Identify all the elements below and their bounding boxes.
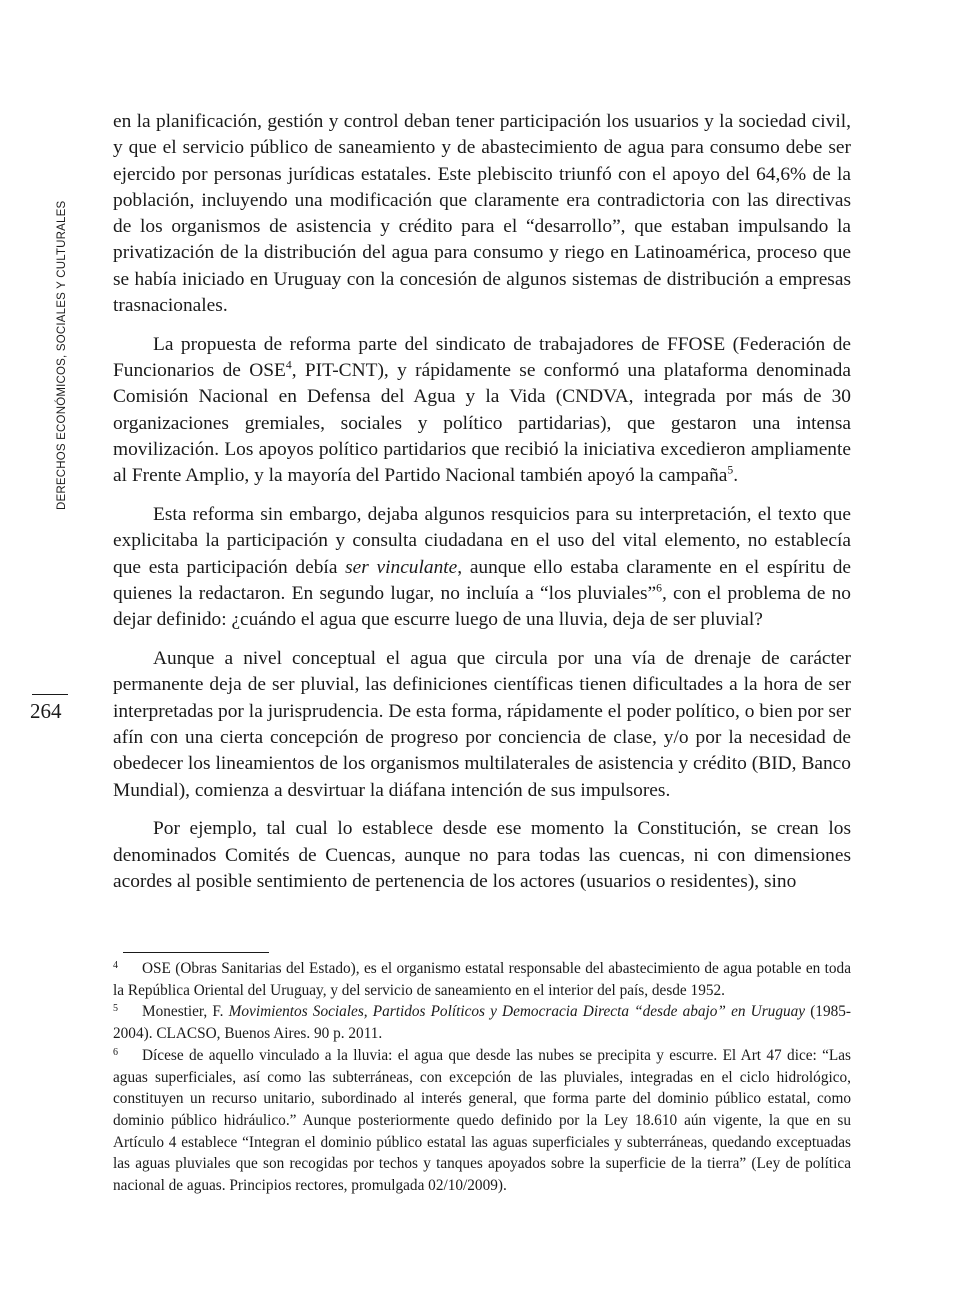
footnote-5 <box>113 1001 851 1044</box>
page-number-rule <box>32 694 68 695</box>
paragraph-3-part-c: , con el problema de no dejar definido: ¿cuándo el agua que escurre luego de una lluvia, deja de ser pluvial? <box>113 583 851 631</box>
footnote-rule <box>123 952 269 953</box>
footnote-4-number: 4 <box>113 960 118 971</box>
footnote-5-title: Movimientos Sociales, Partidos Políticos y Democracia Directa “desde abajo” en Uruguay <box>228 1003 806 1021</box>
paragraph-1: en la planificación, gestión y control deban tener participación los usuarios y la sociedad civil, y que el servicio público de saneamiento y de abastecimiento de agua para consumo debe ser ejercido por personas jurídicas estatales. Este plebiscito triunfó con el apoyo del 64,6% de la población, incluyendo una modificación que claramente era contradictoria con las directivas de los organismos de asistencia y crédito para el “desarrollo”, que estaban impulsando la privatización de la distribución del agua para consumo y riego en Latinoamérica, proceso que se había iniciado en Uruguay con la concesión de algunos sistemas de distribución a empresas trasnacionales. <box>113 111 851 317</box>
paragraph-3 <box>113 502 851 633</box>
paragraph-3-part-a: Esta reforma sin embargo, dejaba algunos resquicios para su interpretación, el texto que explicitaba la participación y consulta ciudadana en el uso del vital elemento, no establecía que esta participación debía <box>113 504 851 578</box>
footnote-4 <box>113 958 851 1001</box>
running-head: DERECHOS ECONÓMICOS, SOCIALES Y CULTURALES <box>56 200 68 510</box>
footnote-6 <box>113 1045 851 1197</box>
paragraph-3-part-b: , aunque ello estaba claramente en el espíritu de quienes la redactaron. En segundo lugar, no incluía a “los pluviales” <box>113 556 851 605</box>
paragraph-2-part-a: La propuesta de reforma parte del sindicato de trabajadores de FFOSE (Federación de Funcionarios de OSE <box>113 333 851 382</box>
page-number: 264 <box>30 699 62 723</box>
footnote-5-text-b: (1985-2004). CLACSO, Buenos Aires. 90 p. 2011. <box>113 1003 851 1043</box>
paragraph-4: Aunque a nivel conceptual el agua que circula por una vía de drenaje de carácter permanente deja de ser pluvial, las definiciones científicas tienen dificultades a la hora de ser interpretadas por la jurisprudencia. De esta forma, rápidamente el poder político, o bien por ser afín con una cierta concepción de progreso por conciencia de clase, y/o por la necesidad de obedecer los lineamientos de los organismos multilaterales de asistencia y crédito (BID, Banco Mundial), comienza a desvirtuar la diáfana intención de sus impulsores. <box>113 648 851 801</box>
paragraph-2-part-c: . <box>733 465 739 487</box>
paragraph-5: Por ejemplo, tal cual lo establece desde ese momento la Constitución, se crean los denominados Comités de Cuencas, aunque no para todas las cuencas, ni con dimensiones acordes al posible sentimiento de pertenencia de los actores (usuarios o residentes), sino <box>113 818 851 893</box>
footnote-ref-4[interactable]: 4 <box>285 358 292 372</box>
footnotes <box>113 958 851 1197</box>
body-text <box>113 109 851 908</box>
footnote-6-number: 6 <box>113 1046 118 1058</box>
footnote-5-number: 5 <box>113 1003 118 1015</box>
footnote-ref-5[interactable]: 5 <box>727 463 734 477</box>
paragraph-2 <box>113 332 851 490</box>
footnote-5-text-a: Monestier, F. <box>142 1003 229 1021</box>
footnote-6-text: Dícese de aquello vinculado a la lluvia: el agua que desde las nubes se precipita y escurre. El Art 47 dice: “Las aguas superficiales, así como las subterráneas, con excepción de las pluviales, integradas en el ciclo hidrológico, constituyen un recurso unitario, subordinado al interés general, que forma parte del dominio público estatal, como dominio público hidráulico.” Aunque posteriormente quedo definido por la Ley 18.610 aún vigente, la que en su Artículo 4 establece “Integran el dominio público estatal las aguas superficiales y subterráneas, quedando exceptuadas las aguas pluviales que son recogidas por techos y tanques apoyados sobre la superficie de la tierra” (Ley de política nacional de aguas. Principios rectores, promulgada 02/10/2009). <box>113 1046 851 1195</box>
footnote-4-text: OSE (Obras Sanitarias del Estado), es el organismo estatal responsable del abastecimiento de agua potable en toda la República Oriental del Uruguay, y del servicio de saneamiento en el interior del país, desde 1952. <box>113 960 851 999</box>
paragraph-3-emphasis: ser vinculante <box>345 556 458 578</box>
footnote-ref-6[interactable]: 6 <box>656 581 662 595</box>
paragraph-2-part-b: , PIT-CNT), y rápidamente se conformó una plataforma denominada Comisión Nacional en Defensa del Agua y la Vida (CNDVA, integrada por más de 30 organizaciones gremiales, sociales y político partidarias), que gestaron una intensa movilización. Los apoyos político partidarios que recibió la iniciativa excedieron ampliamente al Frente Amplio, y la mayoría del Partido Nacional también apoyó la campaña <box>113 360 851 487</box>
